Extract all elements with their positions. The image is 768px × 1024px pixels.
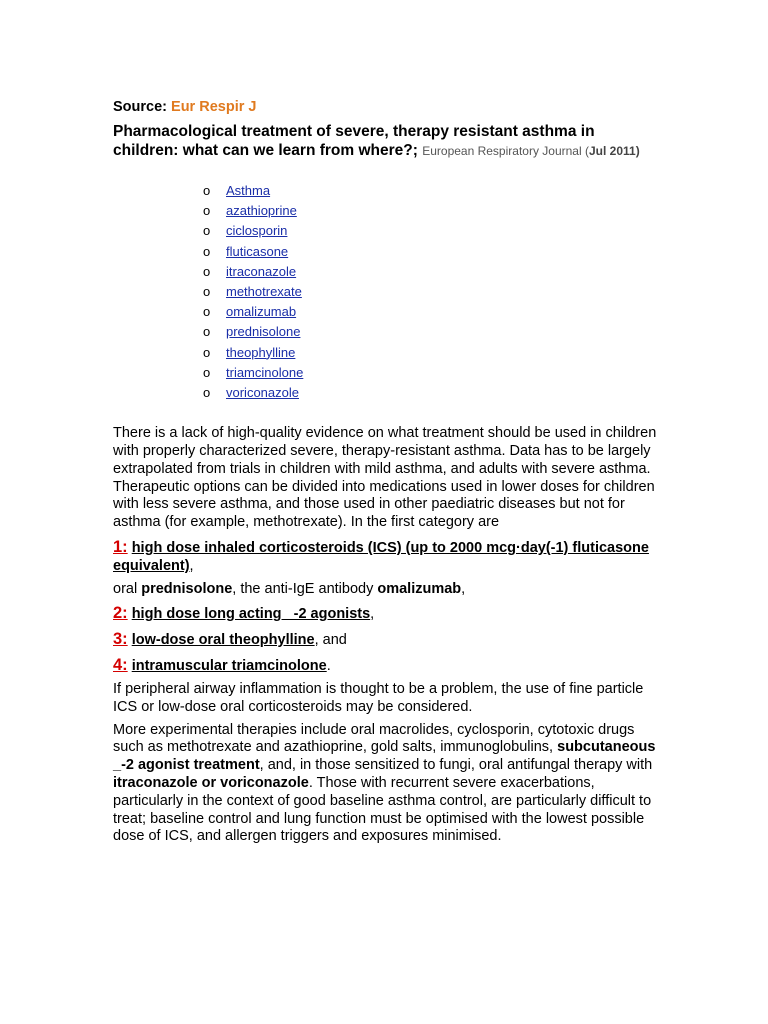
item-number: 3: <box>113 630 128 649</box>
item-text: high dose long acting _-2 agonists <box>131 606 371 623</box>
item-text: low-dose oral theophylline <box>131 632 315 649</box>
tag-link-fluticasone[interactable]: fluticasone <box>226 243 289 259</box>
source-line <box>113 98 658 116</box>
list-item <box>203 302 658 322</box>
intro-paragraph: There is a lack of high-quality evidence on what treatment should be used in children with properly characterized severe, therapy-resistant asthma. Data has to be largely extrapolated from trials in children with mild asthma, and adults with severe asthma. Therapeutic options can be divided into medications used in lower doses for children with less severe asthma, and those used in other paediatric diseases but not for asthma (for example, methotrexate). In the first category are <box>113 425 657 531</box>
article-meta <box>422 144 639 158</box>
drug-omalizumab: omalizumab <box>377 581 462 598</box>
bullet: o <box>203 385 211 401</box>
tag-link-asthma[interactable]: Asthma <box>226 183 271 198</box>
tag-link-methotrexate[interactable]: methotrexate <box>226 284 302 300</box>
item-number: 4: <box>113 656 128 675</box>
treatment-item-2 <box>113 604 658 623</box>
tag-link-omalizumab[interactable]: omalizumab <box>226 304 297 320</box>
list-item <box>203 201 658 221</box>
bullet: o <box>203 183 211 198</box>
tag-link-ciclosporin[interactable]: ciclosporin <box>226 223 288 239</box>
tag-link-prednisolone[interactable]: prednisolone <box>226 324 301 340</box>
treatment-item-1 <box>113 538 658 575</box>
tag-link-itraconazole[interactable]: itraconazole <box>226 263 297 279</box>
bullet: o <box>203 284 211 300</box>
p3-bold-antifungal: itraconazole or voriconazole <box>113 775 309 791</box>
list-item <box>203 343 658 363</box>
p3-bold-agonist: subcutaneous _-2 agonist treatment <box>113 739 656 774</box>
treatment-item-4 <box>113 656 658 675</box>
experimental-paragraph <box>113 722 658 847</box>
list-item <box>203 282 658 302</box>
item-suffix: , and <box>314 632 347 649</box>
tag-link-theophylline[interactable]: theophylline <box>226 344 296 360</box>
p3-start: More experimental therapies include oral macrolides, cyclosporin, cytotoxic drugs such as methotrexate and azathioprine, gold salts, immunoglobulins, <box>113 721 635 756</box>
item-text: intramuscular triamcinolone <box>131 658 327 675</box>
document-page <box>113 98 658 846</box>
article-title <box>113 122 658 161</box>
oral-suffix: , <box>461 581 466 598</box>
list-item <box>203 363 658 383</box>
bullet: o <box>203 364 211 380</box>
tag-list <box>113 181 658 403</box>
list-item <box>203 262 658 282</box>
bullet: o <box>203 243 211 259</box>
list-item <box>203 322 658 342</box>
list-item <box>203 242 658 262</box>
tag-link-azathioprine[interactable]: azathioprine <box>226 203 297 219</box>
item-suffix: , <box>189 558 194 575</box>
item-suffix: . <box>326 658 331 675</box>
drug-prednisolone: prednisolone <box>141 581 233 598</box>
item-text: high dose inhaled corticosteroids (ICS) (up to 2000 mcg·day(-1) fluticasone equivalent) <box>113 540 649 575</box>
source-journal-link[interactable]: Eur Respir J <box>171 99 257 115</box>
p3-mid: , and, in those sensitized to fungi, oral antifungal therapy with <box>259 757 653 774</box>
tag-link-triamcinolone[interactable]: triamcinolone <box>226 364 304 380</box>
item-suffix: , <box>370 606 375 623</box>
article-date: Jul 2011) <box>588 144 640 158</box>
oral-prefix: oral <box>113 581 142 598</box>
bullet: o <box>203 324 211 340</box>
item-number: 1: <box>113 538 128 557</box>
oral-mid: , the anti-IgE antibody <box>232 581 378 598</box>
journal-name: European Respiratory Journal ( <box>422 144 589 158</box>
p3-end: . Those with recurrent severe exacerbations, particularly in the context of good baseline asthma control, are particularly difficult to treat; baseline control and lung function must be optimised with the lowest possible dose of ICS, and allergen triggers and exposures minimised. <box>113 775 652 845</box>
bullet: o <box>203 344 211 360</box>
item-number: 2: <box>113 604 128 623</box>
bullet: o <box>203 304 211 320</box>
bullet: o <box>203 263 211 279</box>
bullet: o <box>203 203 211 219</box>
source-label: Source: <box>113 99 167 115</box>
list-item <box>203 181 658 201</box>
article-title-text: Pharmacological treatment of severe, therapy resistant asthma in children: what can we learn from where?; <box>113 123 595 159</box>
list-item <box>203 221 658 241</box>
tag-link-voriconazole[interactable]: voriconazole <box>226 385 299 401</box>
list-item <box>203 383 658 403</box>
bullet: o <box>203 223 211 239</box>
airway-paragraph: If peripheral airway inflammation is thought to be a problem, the use of fine particle ICS or low-dose oral corticosteroids may be considered. <box>113 681 644 715</box>
treatment-item-3 <box>113 630 658 649</box>
treatment-oral-line <box>113 580 658 598</box>
